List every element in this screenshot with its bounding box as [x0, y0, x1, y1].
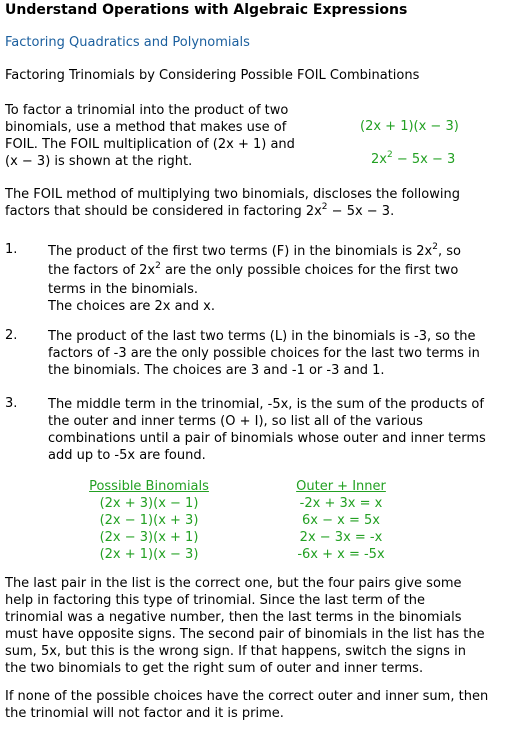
conclusion-paragraph	[5, 575, 485, 677]
conclusion-line: sum, 5x, but this is the wrong sign. If that happens, switch the signs in	[5, 644, 466, 659]
item-exponent: 2	[155, 261, 161, 271]
item-line: terms in the binomials.	[48, 282, 199, 297]
conclusion-line: The last pair in the list is the correct one, but the four pairs give some	[5, 576, 462, 591]
item-text-end: , so	[437, 244, 461, 259]
item-line: The choices are 2x and x.	[48, 299, 215, 314]
item-1-number: 1.	[5, 242, 18, 257]
item-text-end: are the only possible choices for the first two	[160, 263, 459, 278]
item-line: combinations until a pair of binomials whose outer and inner terms	[48, 431, 486, 446]
outer-inner-sum: -2x + 3x = x	[299, 496, 383, 511]
binomials-header: Possible Binomials	[89, 479, 209, 494]
item-line	[48, 243, 513, 262]
method-line: The FOIL method of multiplying two binomials, discloses the following	[5, 187, 460, 202]
item-text: The product of the first two terms (F) in the binomials is 2x	[48, 244, 433, 259]
outer-inner-header: Outer + Inner	[296, 479, 386, 494]
binomial-pair: (2x − 1)(x + 3)	[99, 513, 199, 528]
outer-inner-sum: -6x + x = -5x	[297, 547, 385, 562]
binomial-pair: (2x + 1)(x − 3)	[99, 547, 199, 562]
page-title: Understand Operations with Algebraic Expressions	[5, 2, 408, 18]
item-line: add up to -5x are found.	[48, 448, 206, 463]
method-text: factors that should be considered in factoring 2x	[5, 204, 322, 219]
outer-inner-sum: 2x − 3x = -x	[299, 530, 383, 545]
item-line: The product of the last two terms (L) in the binomials is -3, so the	[48, 329, 476, 344]
foil-result-exponent: 2	[386, 150, 393, 160]
item-1-text	[48, 243, 513, 315]
item-exponent: 2	[432, 242, 438, 252]
item-3-text	[48, 396, 513, 464]
foil-result-term: 2x	[371, 152, 387, 167]
binomial-pair: (2x − 3)(x + 1)	[99, 530, 199, 545]
conclusion-line: must have opposite signs. The second pair of binomials in the list has the	[5, 627, 485, 642]
item-line: the outer and inner terms (O + I), so list all of the various	[48, 414, 423, 429]
method-exponent: 2	[321, 202, 328, 212]
item-2-text	[48, 328, 513, 379]
final-paragraph	[5, 688, 488, 722]
intro-line: To factor a trinomial into the product of two	[5, 103, 289, 118]
foil-result	[371, 152, 455, 167]
item-2-number: 2.	[5, 328, 18, 343]
item-line: The middle term in the trinomial, -5x, is the sum of the products of	[48, 397, 484, 412]
item-line	[48, 262, 513, 281]
method-paragraph	[5, 186, 460, 222]
conclusion-line: the two binomials to get the right sum of outer and inner terms.	[5, 661, 424, 676]
item-text: the factors of 2x	[48, 263, 156, 278]
foil-result-rest: − 5x − 3	[392, 152, 456, 167]
final-line: the trinomial will not factor and it is prime.	[5, 706, 284, 721]
outer-inner-column	[285, 478, 397, 563]
intro-paragraph	[5, 102, 295, 170]
intro-line: (x − 3) is shown at the right.	[5, 154, 193, 169]
intro-line: binomials, use a method that makes use of	[5, 120, 287, 135]
intro-line: FOIL. The FOIL multiplication of (2x + 1) and	[5, 137, 295, 152]
conclusion-line: trinomial was a negative number, then the last terms in the binomials	[5, 610, 462, 625]
binomial-pair: (2x + 3)(x − 1)	[99, 496, 199, 511]
conclusion-line: help in factoring this type of trinomial. Since the last term of the	[5, 593, 426, 608]
foil-product: (2x + 1)(x − 3)	[360, 119, 459, 134]
item-line: factors of -3 are the only possible choices for the last two terms in	[48, 346, 480, 361]
method-text-end: − 5x − 3.	[327, 204, 395, 219]
item-3-number: 3.	[5, 396, 18, 411]
outer-inner-sum: 6x − x = 5x	[302, 513, 380, 528]
item-line: the binomials. The choices are 3 and -1 or -3 and 1.	[48, 363, 385, 378]
final-line: If none of the possible choices have the correct outer and inner sum, then	[5, 689, 489, 704]
binomials-column	[80, 478, 218, 563]
section-heading: Factoring Trinomials by Considering Possible FOIL Combinations	[5, 68, 420, 83]
method-line	[5, 203, 460, 222]
page-subtitle: Factoring Quadratics and Polynomials	[5, 35, 250, 50]
